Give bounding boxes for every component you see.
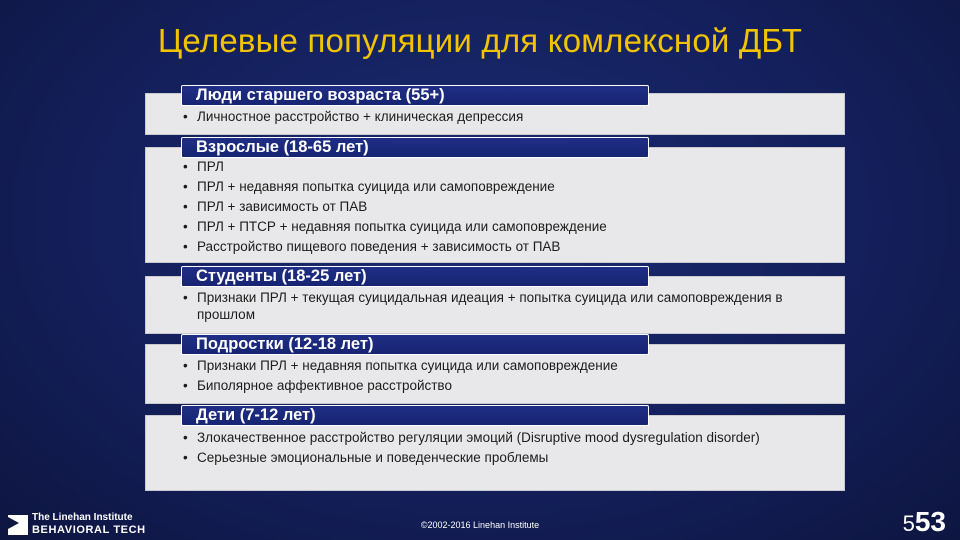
section-header: Дети (7-12 лет) [181, 405, 649, 426]
section-items [183, 157, 835, 257]
list-item: • Расстройство пищевого поведения + зависимость от ПАВ [183, 237, 835, 257]
page-number [903, 506, 946, 538]
section-adolescents [145, 334, 845, 406]
section-items [183, 430, 835, 469]
list-item: • Серьезные эмоциональные и поведенческие проблемы [183, 450, 835, 467]
section-children [145, 405, 845, 491]
list-item: • Признаки ПРЛ + недавняя попытка суицида или самоповреждение [183, 356, 835, 376]
logo-line1: The Linehan Institute [32, 512, 133, 523]
list-item: • Признаки ПРЛ + текущая суицидальная идеация + попытка суицида или самоповреждения в прошлом [183, 290, 835, 323]
section-items [183, 290, 835, 326]
section-header: Подростки (12-18 лет) [181, 334, 649, 355]
section-header: Студенты (18-25 лет) [181, 266, 649, 287]
slide-title: Целевые популяции для комлексной ДБТ [157, 22, 803, 59]
list-item: • ПРЛ [183, 157, 835, 177]
page-number-small: 5 [902, 511, 915, 536]
list-item: • Злокачественное расстройство регуляции эмоций (Disruptive mood dysregulation disorder) [183, 430, 835, 447]
list-item: • ПРЛ + зависимость от ПАВ [183, 197, 835, 217]
list-item: • Личностное расстройство + клиническая депрессия [183, 107, 835, 127]
section-items [183, 356, 835, 396]
list-item: • ПРЛ + недавняя попытка суицида или самоповреждение [183, 177, 835, 197]
copyright: ©2002-2016 Linehan Institute [420, 520, 540, 530]
section-adults [145, 137, 845, 265]
section-items [183, 107, 835, 127]
section-header: Взрослые (18-65 лет) [181, 137, 649, 158]
list-item: • ПРЛ + ПТСР + недавняя попытка суицида или самоповреждение [183, 217, 835, 237]
page-number-big: 53 [914, 506, 946, 537]
section-older-adults [145, 85, 845, 137]
section-students [145, 266, 845, 334]
section-header: Люди старшего возраста (55+) [181, 85, 649, 106]
list-item: • Биполярное аффективное расстройство [183, 376, 835, 396]
logo-line2: BEHAVIORAL TECH [32, 524, 146, 536]
